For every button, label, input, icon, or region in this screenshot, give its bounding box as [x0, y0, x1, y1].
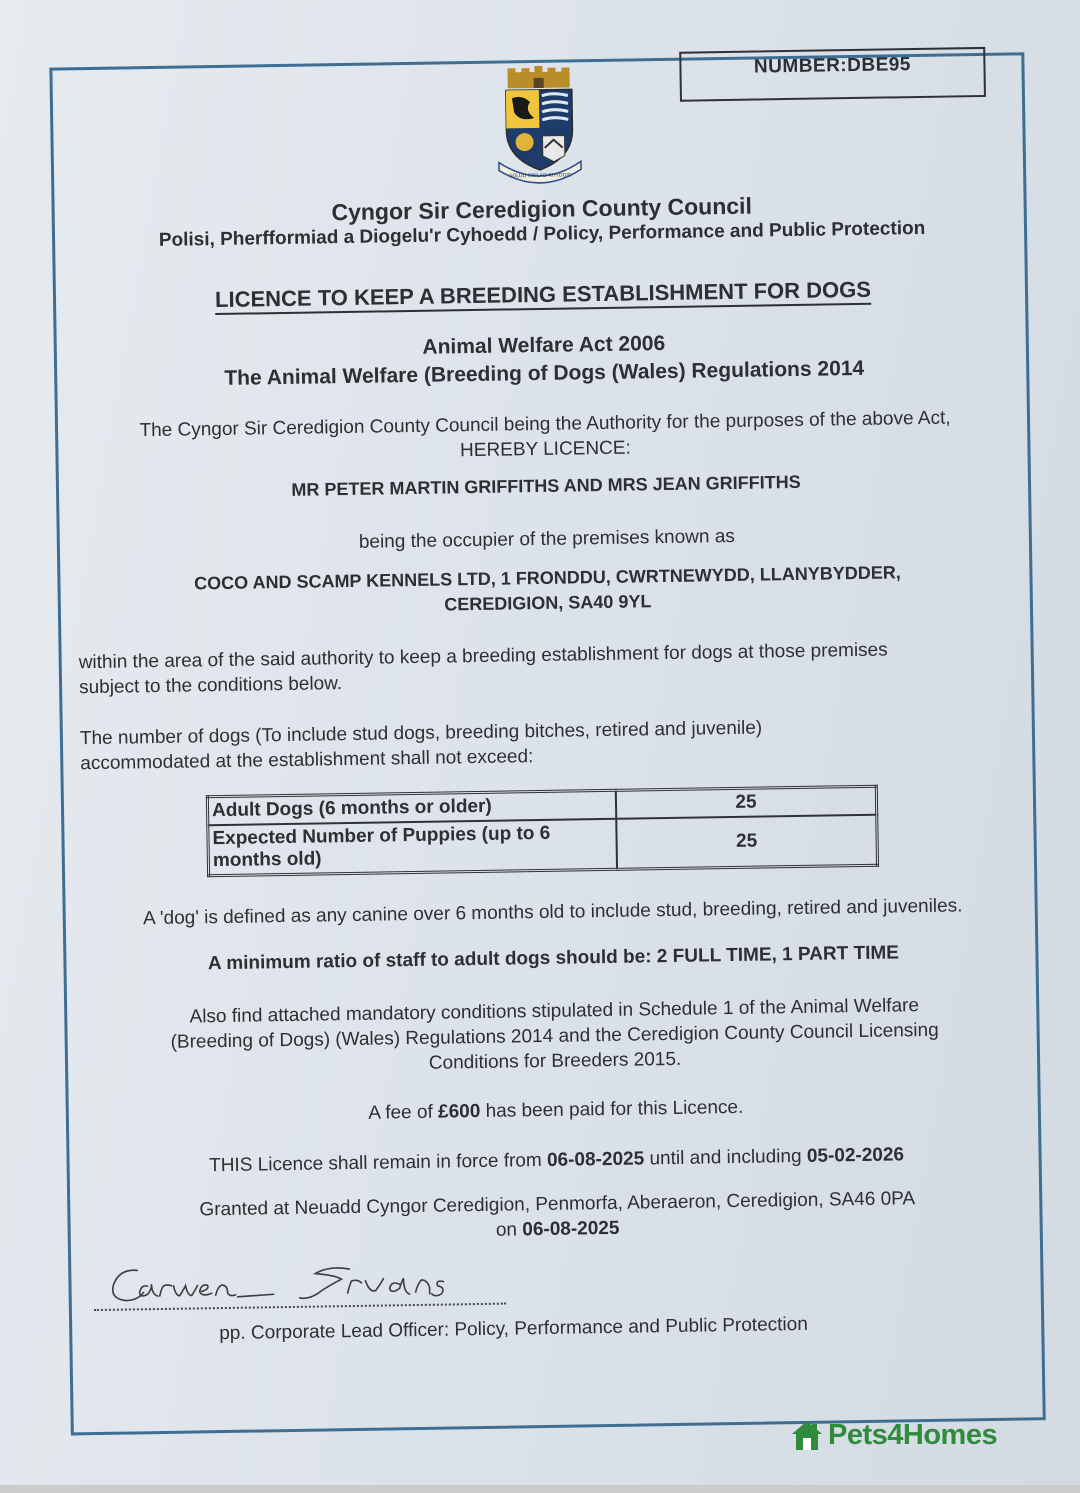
fee-suffix: has been paid for this Licence. — [480, 1096, 744, 1122]
table-row — [208, 815, 878, 876]
premises-line-1: COCO AND SCAMP KENNELS LTD, 1 FRONDDU, CWRTNEWYDD, LLANYBYDDER, — [193, 562, 901, 594]
validity-prefix: THIS Licence shall remain in force from — [208, 1149, 548, 1177]
dog-number-line-2: accommodated at the establishment shall not exceed: — [80, 746, 534, 775]
fee-amount: £600 — [437, 1100, 481, 1123]
conditions-line-1: Also find attached mandatory conditions stipulated in Schedule 1 of the Animal Welfare — [189, 995, 920, 1028]
premises-line-2: CEREDIGION, SA40 9YL — [444, 591, 652, 615]
granted-location: Granted at Neuadd Cyngor Ceredigion, Penmorfa, Aberaeron, Ceredigion, SA46 0PA — [199, 1188, 916, 1221]
puppies-label: Expected Number of Puppies (up to 6 months old) — [208, 819, 617, 876]
act-line-2: The Animal Welfare (Breeding of Dogs (Wales) Regulations 2014 — [224, 356, 865, 390]
validity-until-date: 05-02-2026 — [806, 1144, 905, 1167]
puppies-value: 25 — [616, 815, 877, 870]
granted-date: 06-08-2025 — [522, 1217, 620, 1241]
conditions-line-2: (Breeding of Dogs) (Wales) Regulations 2014 and the Ceredigion County Council Licensing — [170, 1019, 939, 1053]
council-subtitle: Polisi, Pherfformiad a Diogelu'r Cyhoedd / Policy, Performance and Public Protection — [158, 217, 926, 251]
occupier-text: being the occupier of the premises known as — [358, 525, 735, 553]
authority-line-2: HEREBY LICENCE: — [459, 437, 631, 462]
validity-from-date: 06-08-2025 — [546, 1148, 645, 1171]
within-line-1: within the area of the said authority to keep a breeding establishment for dogs at those premises — [78, 639, 888, 674]
dog-limits-table — [206, 785, 879, 878]
house-logo-icon — [790, 1418, 824, 1452]
staff-ratio: A minimum ratio of staff to adult dogs should be: 2 FULL TIME, 1 PART TIME — [207, 942, 900, 975]
council-crest-icon — [493, 65, 585, 186]
watermark-text: Pets4Homes — [828, 1418, 998, 1451]
licence-number: NUMBER:DBE95 — [679, 47, 986, 102]
adult-dogs-value: 25 — [616, 786, 877, 819]
validity-middle: until and including — [644, 1145, 808, 1170]
dog-number-line-1: The number of dogs (To include stud dogs, breeding bitches, retired and juvenile) — [79, 717, 763, 750]
pets4homes-watermark — [790, 1412, 997, 1458]
council-title: Cyngor Sir Ceredigion County Council — [331, 192, 753, 226]
svg-text:GOLUD GWLAD RHYDDID: GOLUD GWLAD RHYDDID — [508, 172, 572, 180]
conditions-line-3: Conditions for Breeders 2015. — [428, 1048, 682, 1074]
attached-conditions — [74, 991, 1035, 1081]
within-line-2: subject to the conditions below. — [78, 673, 343, 699]
licence-title-text: LICENCE TO KEEP A BREEDING ESTABLISHMENT FOR DOGS — [215, 277, 871, 315]
signatory-title: pp. Corporate Lead Officer: Policy, Performance and Public Protection — [219, 1313, 808, 1345]
dog-definition: A 'dog' is defined as any canine over 6 months old to include stud, breeding, retired and juveniles. — [142, 895, 963, 930]
authority-line-1: The Cyngor Sir Ceredigion County Council being the Authority for the purposes of the above Act, — [139, 407, 951, 442]
licensee-names: MR PETER MARTIN GRIFFITHS AND MRS JEAN GRIFFITHS — [291, 471, 801, 500]
granted-on-prefix: on — [495, 1219, 523, 1241]
fee-prefix: A fee of — [368, 1101, 439, 1124]
adult-dogs-label: Adult Dogs (6 months or older) — [207, 790, 616, 825]
act-line-1: Animal Welfare Act 2006 — [422, 331, 666, 359]
